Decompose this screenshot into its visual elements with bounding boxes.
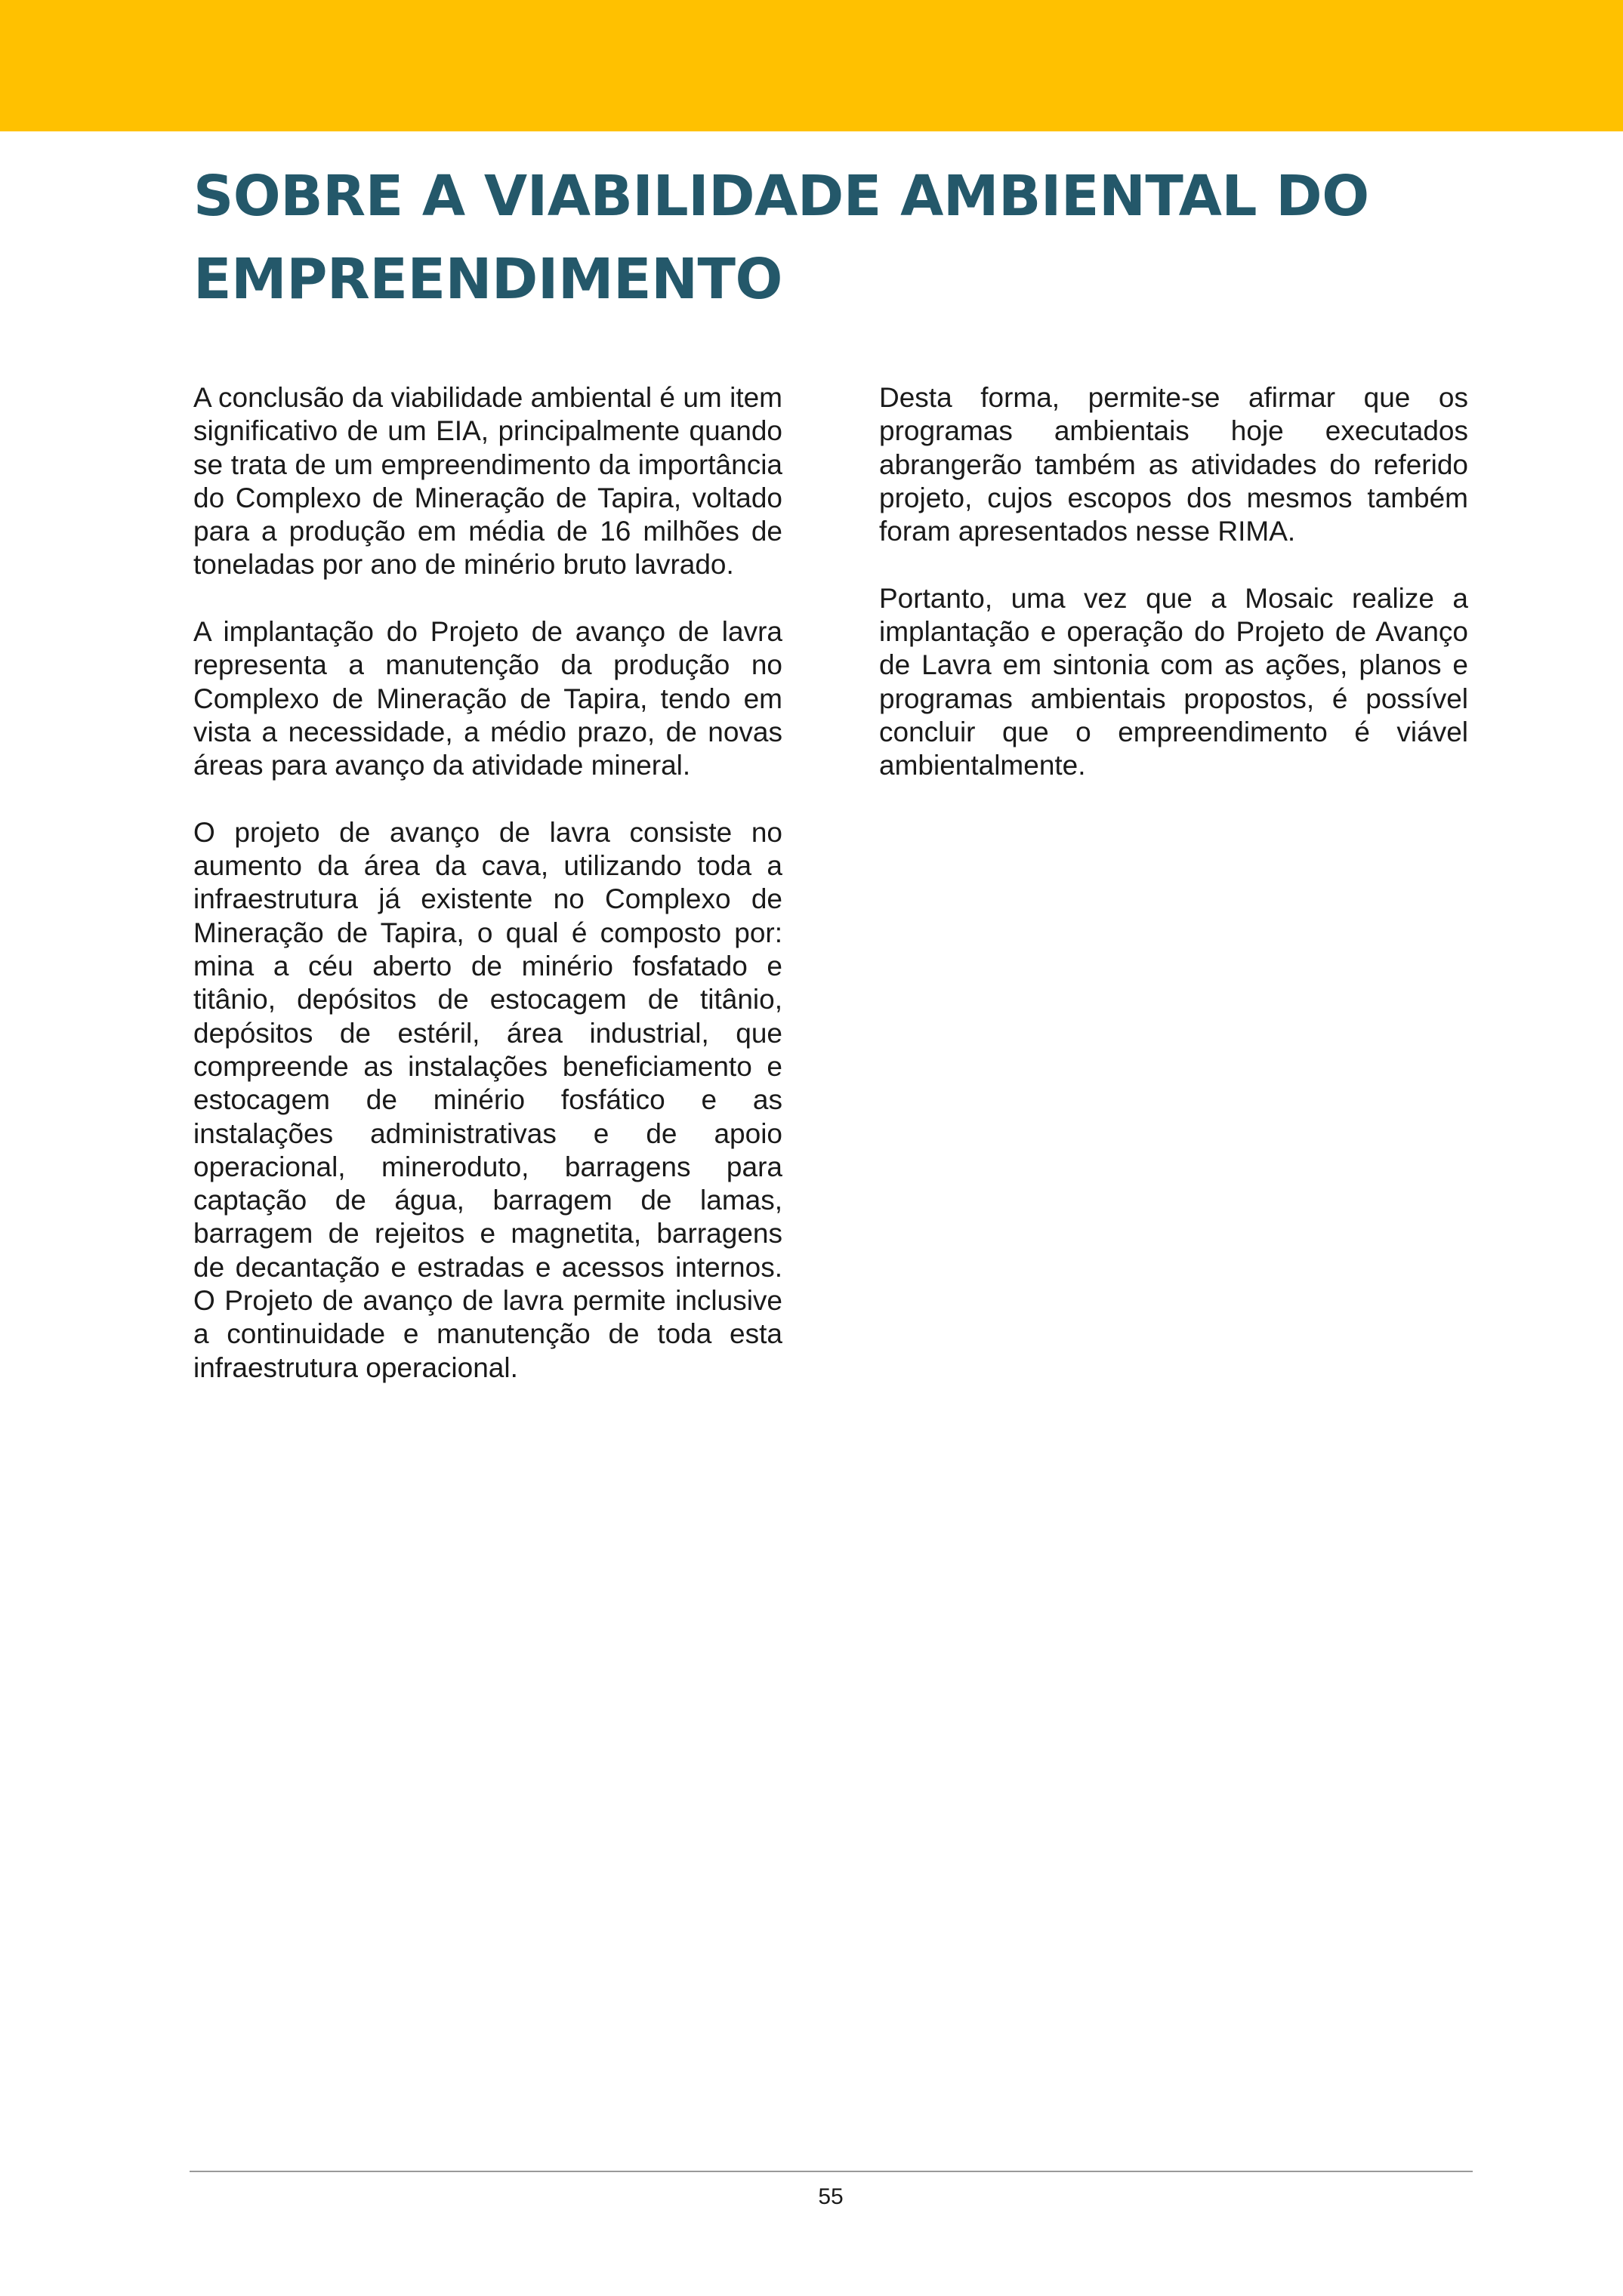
header-color-band bbox=[0, 0, 1623, 131]
page-title: SOBRE A VIABILIDADE AMBIENTAL DO EMPREENDIMENTO bbox=[193, 164, 1369, 312]
paragraph-viabilidade: A conclusão da viabilidade ambiental é um item significativo de um EIA, principalmente quando se trata de um empreendimento da importância do Complexo de Mineração de Tapira, voltado para a produção em média de 16 milhões de toneladas por ano de minério bruto lavrado. bbox=[193, 382, 782, 581]
paragraph-projeto-avanco: O projeto de avanço de lavra consiste no aumento da área da cava, utilizando toda a infraestrutura já existente no Complexo de Mineração de Tapira, o qual é composto por: mina a céu aberto de minério fosfatado e titânio, depósitos de estocagem de titânio, depósitos de estéril, área industrial, que compreende as instalações beneficiamento e estocagem de minério fosfático e as instalações administrativas e de apoio operacional, mineroduto, barragens para captação de água, barragem de lamas, barragem de rejeitos e magnetita, barragens de decantação e estradas e acessos internos. O Projeto de avanço de lavra permite inclusive a continuidade e manutenção de toda esta infraestrutura operacional. bbox=[193, 816, 782, 1383]
footer-divider bbox=[190, 2171, 1473, 2172]
paragraph-implantacao: A implantação do Projeto de avanço de lavra representa a manutenção da produção no Complexo de Mineração de Tapira, tendo em vista a necessidade, a médio prazo, de novas áreas para avanço da atividade mineral. bbox=[193, 616, 782, 781]
paragraph-programas: Desta forma, permite-se afirmar que os programas ambientais hoje executados abrangerão também as atividades do referido projeto, cujos escopos dos mesmos também foram apresentados nesse RIMA. bbox=[879, 382, 1468, 547]
page-number: 55 bbox=[818, 2184, 844, 2209]
paragraph-conclusao: Portanto, uma vez que a Mosaic realize a implantação e operação do Projeto de Avanço de Lavra em sintonia com as ações, planos e programas ambientais propostos, é possível concluir que o empreendimento é viável ambientalmente. bbox=[879, 582, 1468, 781]
left-text-column bbox=[193, 381, 782, 1418]
right-text-column bbox=[879, 381, 1468, 816]
